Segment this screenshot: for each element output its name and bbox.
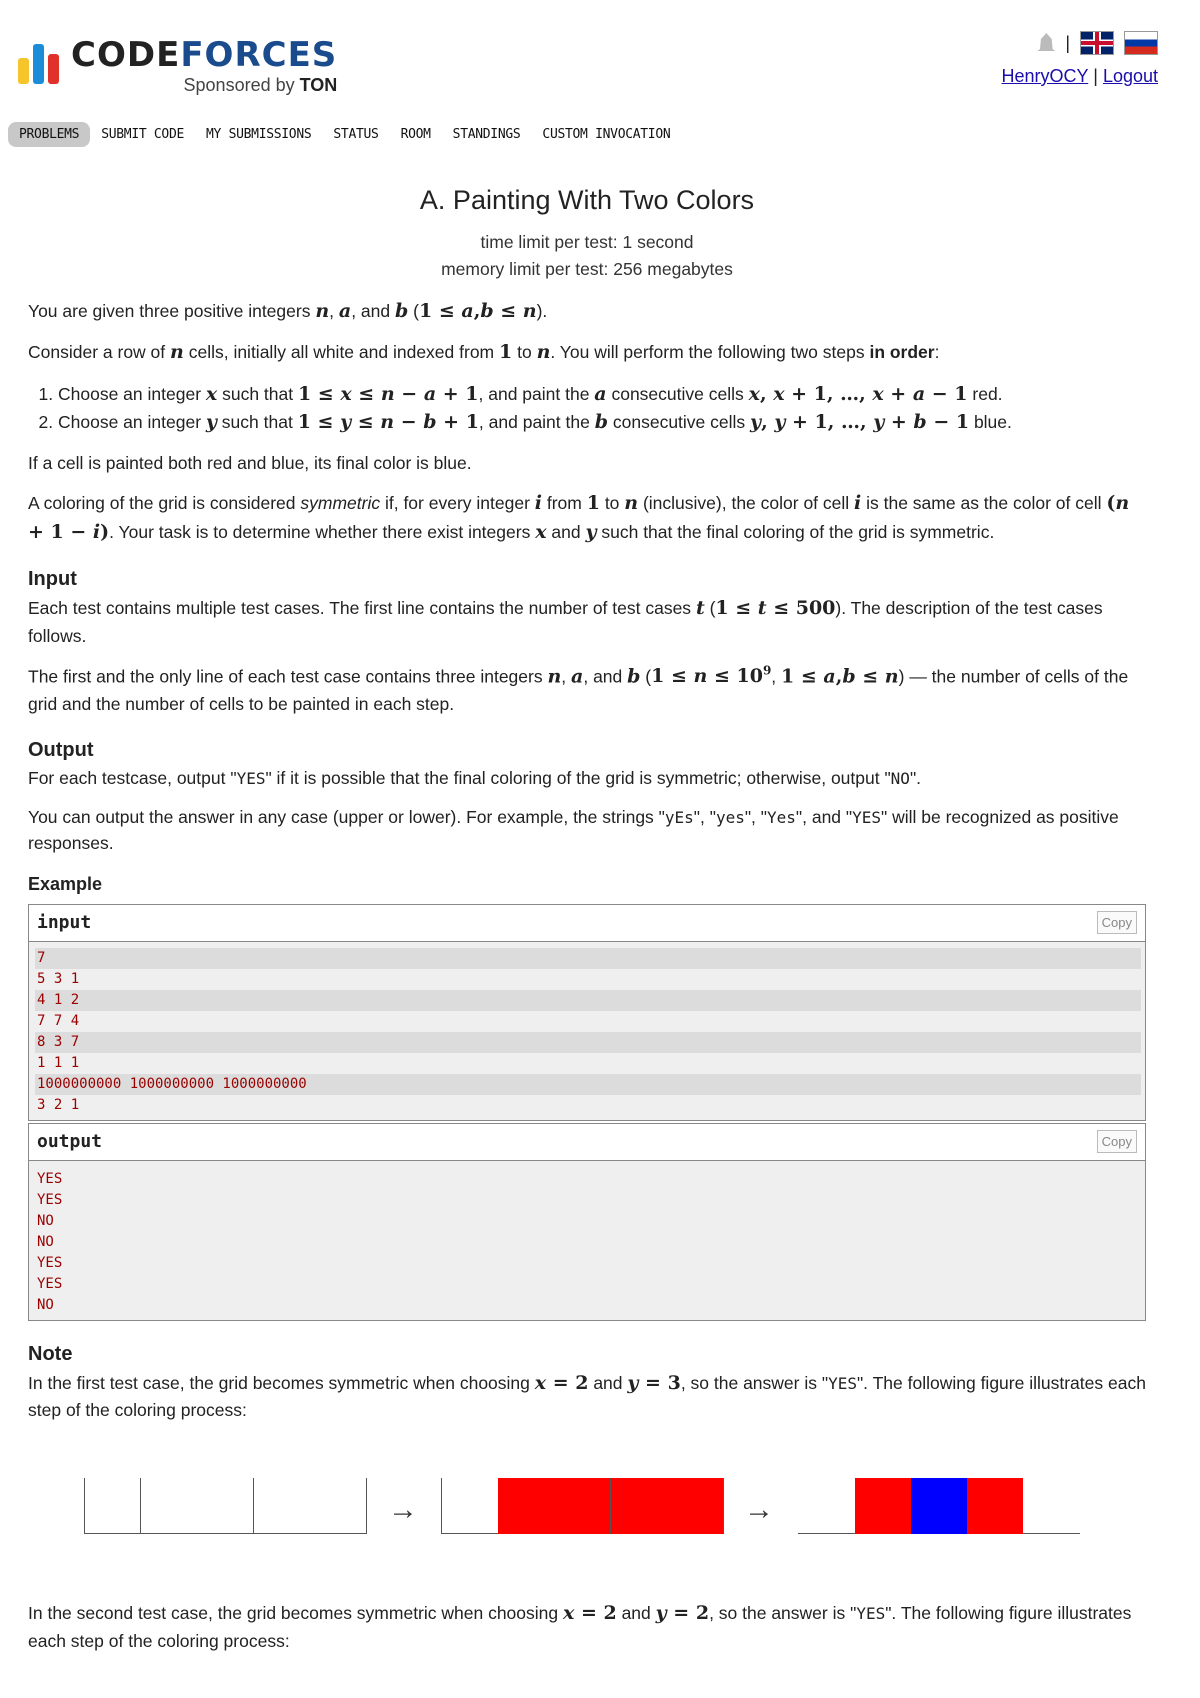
input-paragraph: Each test contains multiple test cases. The first line contains the number of test cases t (1 ≤ t ≤ 500). The description of the test cases follows. bbox=[28, 597, 1103, 646]
russian-flag-icon[interactable] bbox=[1124, 31, 1158, 55]
logo-text-accent: FORCES bbox=[180, 35, 338, 75]
grid-divider bbox=[253, 1478, 254, 1534]
input-line: 8 3 7 bbox=[35, 1032, 1141, 1053]
right-arrow-icon: → bbox=[744, 1493, 774, 1527]
logout-link[interactable]: Logout bbox=[1102, 66, 1158, 86]
output-line: NO bbox=[37, 1296, 54, 1313]
copy-input-button[interactable]: Copy bbox=[1097, 911, 1137, 935]
problem-statement bbox=[28, 180, 1146, 1667]
example-title: Example bbox=[28, 873, 103, 894]
sponsor-prefix: Sponsored by bbox=[183, 75, 295, 95]
note-section-title: Note bbox=[28, 1342, 73, 1365]
grid-divider bbox=[723, 1478, 724, 1534]
legend-paragraph: Consider a row of n cells, initially all white and indexed from 1 to n. You will perform the following two steps in order: bbox=[28, 341, 940, 364]
right-arrow-icon: → bbox=[388, 1493, 418, 1527]
grid-divider bbox=[366, 1478, 367, 1534]
output-line: NO bbox=[37, 1233, 54, 1250]
blue-cell bbox=[911, 1478, 967, 1534]
red-cell bbox=[498, 1478, 610, 1534]
legend-paragraph: A coloring of the grid is considered symmetric if, for every integer i from 1 to n (inclusive), the color of cell i is the same as the color of cell (n + 1 − i). Your task is to determine whether there exist integers x and y such that the final coloring of the grid is symmetric. bbox=[28, 492, 1130, 543]
menu-custom-invocation[interactable]: CUSTOM INVOCATION bbox=[542, 126, 671, 142]
red-cell bbox=[610, 1478, 723, 1534]
memory-limit: memory limit per test: 256 megabytes bbox=[441, 258, 733, 279]
menu-submit-code[interactable]: SUBMIT CODE bbox=[101, 126, 185, 142]
problem-title: A. Painting With Two Colors bbox=[419, 185, 755, 215]
sponsor-name: TON bbox=[299, 75, 338, 95]
input-paragraph: The first and the only line of each test case contains three integers n, a, and b ($1 \le n \le 10^9$, 1 ≤ a,b ≤ n) — the number of cells of the grid and the number of cells to be painted in each step. bbox=[28, 663, 1129, 714]
sample-output-box bbox=[28, 1123, 1146, 1321]
grid-divider bbox=[140, 1478, 141, 1534]
problem-limits bbox=[28, 229, 1146, 283]
input-line: 5 3 1 bbox=[35, 969, 1141, 990]
input-line: 4 1 2 bbox=[35, 990, 1141, 1011]
red-cell bbox=[967, 1478, 1023, 1534]
user-panel bbox=[1002, 30, 1158, 87]
output-section-title: Output bbox=[28, 738, 94, 761]
codeforces-logo[interactable] bbox=[18, 35, 338, 95]
input-line: 3 2 1 bbox=[35, 1095, 1141, 1116]
sample-output-label: output bbox=[37, 1131, 103, 1153]
output-paragraph: For each testcase, output "YES" if it is possible that the final coloring of the grid is symmetric; otherwise, output "NO". bbox=[28, 767, 922, 788]
output-line: YES bbox=[37, 1170, 63, 1187]
input-line: 7 7 4 bbox=[35, 1011, 1141, 1032]
sample-input-box bbox=[28, 904, 1146, 1121]
note-paragraph: In the second test case, the grid becomes symmetric when choosing x = 2 and y = 2, so the answer is "YES". The following figure illustrates each step of the coloring process: bbox=[28, 1602, 1132, 1651]
list-item: 2. Choose an integer y such that 1 ≤ y ≤ n − b + 1, and paint the b consecutive cells y, y + 1, …, y + b − 1 blue. bbox=[58, 408, 1146, 437]
logo-bars-icon bbox=[18, 40, 59, 84]
menu-standings[interactable]: STANDINGS bbox=[452, 126, 521, 142]
list-item: 1. Choose an integer x such that 1 ≤ x ≤ n − a + 1, and paint the a consecutive cells x, x + 1, …, x + a − 1 red. bbox=[58, 380, 1146, 409]
english-flag-icon[interactable] bbox=[1080, 31, 1114, 55]
copy-output-button[interactable]: Copy bbox=[1097, 1130, 1137, 1154]
note-paragraph: In the first test case, the grid becomes symmetric when choosing x = 2 and y = 3, so the answer is "YES". The following figure illustrates each step of the coloring process: bbox=[28, 1371, 1146, 1421]
output-paragraph: You can output the answer in any case (upper or lower). For example, the strings "yEs", "yes", "Yes", and "YES" will be recognized as positive responses. bbox=[28, 807, 1119, 854]
input-line: 1000000000 1000000000 1000000000 bbox=[35, 1074, 1141, 1095]
sample-input-label: input bbox=[37, 912, 92, 934]
menu-status[interactable]: STATUS bbox=[333, 126, 379, 142]
grid-step-1 bbox=[84, 1478, 366, 1534]
legend-paragraph: You are given three positive integers n, a, and b (1 ≤ a,b ≤ n). bbox=[28, 299, 548, 322]
time-limit: time limit per test: 1 second bbox=[480, 231, 694, 252]
menu-my-submissions[interactable]: MY SUBMISSIONS bbox=[206, 126, 312, 142]
separator: | bbox=[1065, 32, 1070, 53]
output-line: YES bbox=[37, 1254, 63, 1271]
username-link[interactable]: HenryOCY bbox=[1001, 66, 1089, 86]
header bbox=[0, 0, 1200, 120]
menu-room[interactable]: ROOM bbox=[400, 126, 431, 142]
input-line: 1 1 1 bbox=[35, 1053, 1141, 1074]
steps-list bbox=[28, 380, 1146, 437]
main-menu bbox=[8, 120, 681, 148]
separator: | bbox=[1093, 66, 1098, 86]
output-line: NO bbox=[37, 1212, 54, 1229]
input-section-title: Input bbox=[28, 568, 77, 590]
output-line: YES bbox=[37, 1275, 63, 1292]
menu-problems[interactable]: PROBLEMS bbox=[8, 122, 90, 147]
logo-text-main: CODE bbox=[71, 35, 181, 75]
red-cell bbox=[855, 1478, 911, 1534]
coloring-figure bbox=[28, 1439, 1146, 1589]
legend-paragraph: If a cell is painted both red and blue, its final color is blue. bbox=[28, 452, 472, 473]
input-line: 7 bbox=[35, 948, 1141, 969]
output-line: YES bbox=[37, 1191, 63, 1208]
bell-icon[interactable] bbox=[1037, 33, 1055, 53]
